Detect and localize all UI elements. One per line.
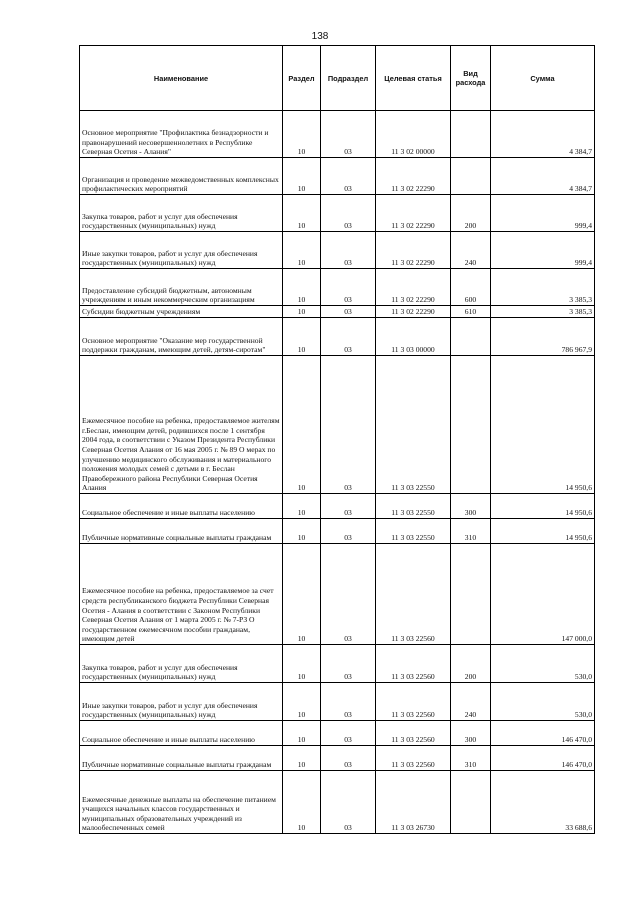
cell-name: Иные закупки товаров, работ и услуг для обеспечения государственных (муниципальных) нужд bbox=[80, 683, 283, 721]
table-row bbox=[80, 356, 595, 494]
table-row bbox=[80, 232, 595, 269]
page-number: 138 bbox=[311, 31, 329, 42]
cell-amount: 3 385,3 bbox=[491, 306, 595, 318]
cell-target: 11 3 02 22290 bbox=[376, 232, 451, 269]
table-row bbox=[80, 111, 595, 158]
cell-target: 11 3 03 22560 bbox=[376, 645, 451, 683]
cell-amount: 999,4 bbox=[491, 232, 595, 269]
header-target: Целевая статья bbox=[376, 46, 451, 111]
cell-target: 11 3 02 22290 bbox=[376, 269, 451, 306]
cell-section: 10 bbox=[283, 746, 321, 771]
cell-name: Публичные нормативные социальные выплаты гражданам bbox=[80, 519, 283, 544]
cell-expense-type bbox=[451, 356, 491, 494]
cell-expense-type: 310 bbox=[451, 519, 491, 544]
cell-amount: 146 470,0 bbox=[491, 721, 595, 746]
cell-expense-type: 200 bbox=[451, 645, 491, 683]
cell-target: 11 3 02 22290 bbox=[376, 158, 451, 195]
cell-name: Ежемесячные денежные выплаты на обеспечение питанием учащихся начальных классов государственных и муниципальных образовательных учреждений из малообеспеченных семей bbox=[80, 771, 283, 834]
cell-name: Предоставление субсидий бюджетным, автономным учреждениям и иным некоммерческим организациям bbox=[80, 269, 283, 306]
cell-expense-type: 310 bbox=[451, 746, 491, 771]
cell-name: Ежемесячное пособие на ребенка, предоставляемое жителям г.Беслан, имеющим детей, родившихся после 1 сентября 2004 года, в соответствии с Указом Президента Республики Северная Осетия Алания от 16 мая 2005 г. № 89 О мерах по улучшению медицинского обслуживания и материального положения молодых семей с детьми в г. Беслан Правобережного района Республики Северная Осетия Алания bbox=[80, 356, 283, 494]
cell-expense-type: 600 bbox=[451, 269, 491, 306]
table-row bbox=[80, 771, 595, 834]
table-row bbox=[80, 269, 595, 306]
cell-name: Социальное обеспечение и иные выплаты населению bbox=[80, 494, 283, 519]
cell-expense-type: 300 bbox=[451, 721, 491, 746]
cell-subsection: 03 bbox=[321, 318, 376, 356]
cell-subsection: 03 bbox=[321, 269, 376, 306]
table-row bbox=[80, 519, 595, 544]
cell-expense-type: 200 bbox=[451, 195, 491, 232]
cell-name: Субсидии бюджетным учреждениям bbox=[80, 306, 283, 318]
table-row bbox=[80, 318, 595, 356]
cell-section: 10 bbox=[283, 544, 321, 645]
cell-subsection: 03 bbox=[321, 746, 376, 771]
cell-target: 11 3 03 26730 bbox=[376, 771, 451, 834]
cell-expense-type bbox=[451, 111, 491, 158]
cell-subsection: 03 bbox=[321, 232, 376, 269]
cell-name: Публичные нормативные социальные выплаты гражданам bbox=[80, 746, 283, 771]
cell-section: 10 bbox=[283, 683, 321, 721]
cell-section: 10 bbox=[283, 269, 321, 306]
cell-target: 11 3 03 22550 bbox=[376, 519, 451, 544]
cell-section: 10 bbox=[283, 195, 321, 232]
cell-target: 11 3 03 22550 bbox=[376, 494, 451, 519]
cell-expense-type: 240 bbox=[451, 683, 491, 721]
cell-expense-type: 610 bbox=[451, 306, 491, 318]
cell-section: 10 bbox=[283, 771, 321, 834]
cell-amount: 33 688,6 bbox=[491, 771, 595, 834]
cell-amount: 530,0 bbox=[491, 683, 595, 721]
cell-section: 10 bbox=[283, 721, 321, 746]
table-row bbox=[80, 683, 595, 721]
cell-amount: 4 384,7 bbox=[491, 111, 595, 158]
cell-subsection: 03 bbox=[321, 721, 376, 746]
cell-section: 10 bbox=[283, 111, 321, 158]
table-row bbox=[80, 158, 595, 195]
cell-target: 11 3 02 00000 bbox=[376, 111, 451, 158]
cell-amount: 14 950,6 bbox=[491, 519, 595, 544]
cell-subsection: 03 bbox=[321, 494, 376, 519]
cell-amount: 146 470,0 bbox=[491, 746, 595, 771]
cell-section: 10 bbox=[283, 519, 321, 544]
cell-subsection: 03 bbox=[321, 645, 376, 683]
cell-subsection: 03 bbox=[321, 111, 376, 158]
cell-name: Закупка товаров, работ и услуг для обеспечения государственных (муниципальных) нужд bbox=[80, 645, 283, 683]
cell-amount: 14 950,6 bbox=[491, 494, 595, 519]
header-expense-type: Вид расхода bbox=[451, 46, 491, 111]
cell-section: 10 bbox=[283, 158, 321, 195]
cell-subsection: 03 bbox=[321, 519, 376, 544]
cell-section: 10 bbox=[283, 356, 321, 494]
cell-section: 10 bbox=[283, 494, 321, 519]
header-section: Раздел bbox=[283, 46, 321, 111]
cell-target: 11 3 03 22550 bbox=[376, 356, 451, 494]
cell-section: 10 bbox=[283, 645, 321, 683]
cell-target: 11 3 03 22560 bbox=[376, 746, 451, 771]
cell-subsection: 03 bbox=[321, 306, 376, 318]
table-row bbox=[80, 195, 595, 232]
cell-subsection: 03 bbox=[321, 771, 376, 834]
cell-amount: 4 384,7 bbox=[491, 158, 595, 195]
table-row bbox=[80, 494, 595, 519]
table-row bbox=[80, 645, 595, 683]
cell-amount: 3 385,3 bbox=[491, 269, 595, 306]
cell-expense-type bbox=[451, 771, 491, 834]
header-subsection: Подраздел bbox=[321, 46, 376, 111]
cell-target: 11 3 02 22290 bbox=[376, 195, 451, 232]
cell-amount: 786 967,9 bbox=[491, 318, 595, 356]
cell-expense-type bbox=[451, 544, 491, 645]
budget-table bbox=[79, 45, 595, 834]
cell-expense-type: 240 bbox=[451, 232, 491, 269]
cell-amount: 530,0 bbox=[491, 645, 595, 683]
cell-subsection: 03 bbox=[321, 544, 376, 645]
cell-name: Иные закупки товаров, работ и услуг для обеспечения государственных (муниципальных) нужд bbox=[80, 232, 283, 269]
cell-amount: 147 000,0 bbox=[491, 544, 595, 645]
cell-name: Основное мероприятие "Профилактика безнадзорности и правонарушений несовершеннолетних в Республике Северная Осетия - Алания" bbox=[80, 111, 283, 158]
cell-target: 11 3 03 00000 bbox=[376, 318, 451, 356]
cell-section: 10 bbox=[283, 318, 321, 356]
cell-target: 11 3 03 22560 bbox=[376, 683, 451, 721]
cell-target: 11 3 03 22560 bbox=[376, 721, 451, 746]
cell-amount: 14 950,6 bbox=[491, 356, 595, 494]
table-row bbox=[80, 544, 595, 645]
cell-expense-type: 300 bbox=[451, 494, 491, 519]
cell-name: Основное мероприятие "Оказание мер государственной поддержки гражданам, имеющим детей, детям-сиротам" bbox=[80, 318, 283, 356]
cell-name: Организация и проведение межведомственных комплексных профилактических мероприятий bbox=[80, 158, 283, 195]
table-row bbox=[80, 721, 595, 746]
table-header-row bbox=[80, 46, 595, 111]
cell-target: 11 3 02 22290 bbox=[376, 306, 451, 318]
cell-subsection: 03 bbox=[321, 356, 376, 494]
cell-subsection: 03 bbox=[321, 158, 376, 195]
cell-subsection: 03 bbox=[321, 195, 376, 232]
table-row bbox=[80, 746, 595, 771]
table-row bbox=[80, 306, 595, 318]
cell-name: Социальное обеспечение и иные выплаты населению bbox=[80, 721, 283, 746]
header-name: Наименование bbox=[80, 46, 283, 111]
cell-subsection: 03 bbox=[321, 683, 376, 721]
cell-name: Закупка товаров, работ и услуг для обеспечения государственных (муниципальных) нужд bbox=[80, 195, 283, 232]
header-amount: Сумма bbox=[491, 46, 595, 111]
cell-section: 10 bbox=[283, 306, 321, 318]
cell-amount: 999,4 bbox=[491, 195, 595, 232]
cell-name: Ежемесячное пособие на ребенка, предоставляемое за счет средств республиканского бюджета Республики Северная Осетия - Алания в соответствии с Законом Республики Северная Осетия Алания от 1 марта 2005 г. № 7-РЗ О государственном ежемесячном пособии гражданам, имеющим детей bbox=[80, 544, 283, 645]
cell-expense-type bbox=[451, 318, 491, 356]
cell-section: 10 bbox=[283, 232, 321, 269]
cell-target: 11 3 03 22560 bbox=[376, 544, 451, 645]
cell-expense-type bbox=[451, 158, 491, 195]
